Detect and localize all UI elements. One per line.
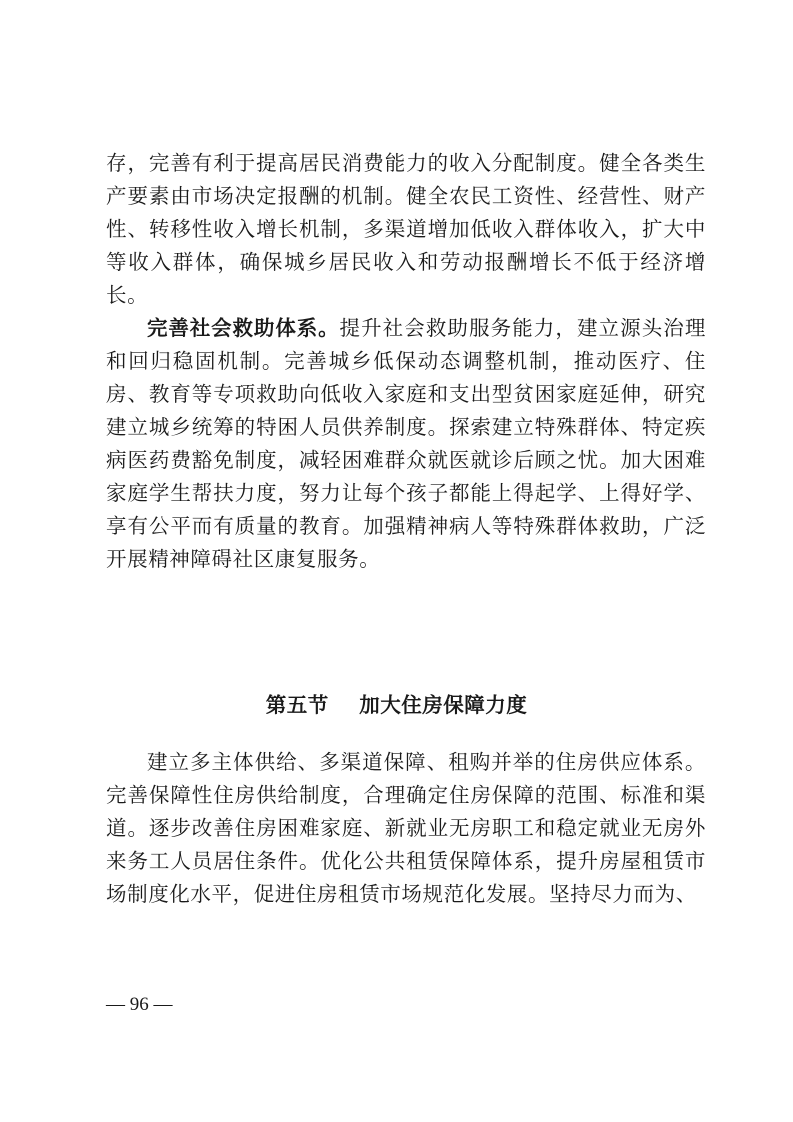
paragraph-lead-social-assistance: 完善社会救助体系。 (147, 316, 340, 340)
paragraph-body-social-assistance: 提升社会救助服务能力，建立源头治理和回归稳固机制。完善城乡低保动态调整机制，推动医疗、住房、教育等专项救助向低收入家庭和支出型贫困家庭延伸，研究建立城乡统筹的特困人员供养制度。探索建立特殊群体、特定疾病医药费豁免制度，减轻困难群众就医就诊后顾之忧。加大困难家庭学生帮扶力度，努力让每个孩子都能上得起学、上得好学、享有公平而有质量的教育。加强精神病人等特殊群体救助，广泛开展精神障碍社区康复服务。 (106, 316, 706, 571)
page-number: — 96 — (106, 994, 173, 1015)
body-text-upper (106, 147, 706, 576)
paragraph-housing-supply: 建立多主体供给、多渠道保障、租购并举的住房供应体系。完善保障性住房供给制度，合理确定住房保障的范围、标准和渠道。逐步改善住房困难家庭、新就业无房职工和稳定就业无房外来务工人员居住条件。优化公共租赁保障体系，提升房屋租赁市场制度化水平，促进住房租赁市场规范化发展。坚持尽力而为、 (106, 750, 706, 906)
section-heading: 第五节 加大住房保障力度 (265, 693, 528, 717)
body-text-lower (106, 746, 706, 911)
paragraph-social-assistance (106, 312, 706, 576)
paragraph-income-distribution: 存，完善有利于提高居民消费能力的收入分配制度。健全各类生产要素由市场决定报酬的机制。健全农民工资性、经营性、财产性、转移性收入增长机制，多渠道增加低收入群体收入，扩大中等收入群体，确保城乡居民收入和劳动报酬增长不低于经济增长。 (106, 151, 706, 307)
